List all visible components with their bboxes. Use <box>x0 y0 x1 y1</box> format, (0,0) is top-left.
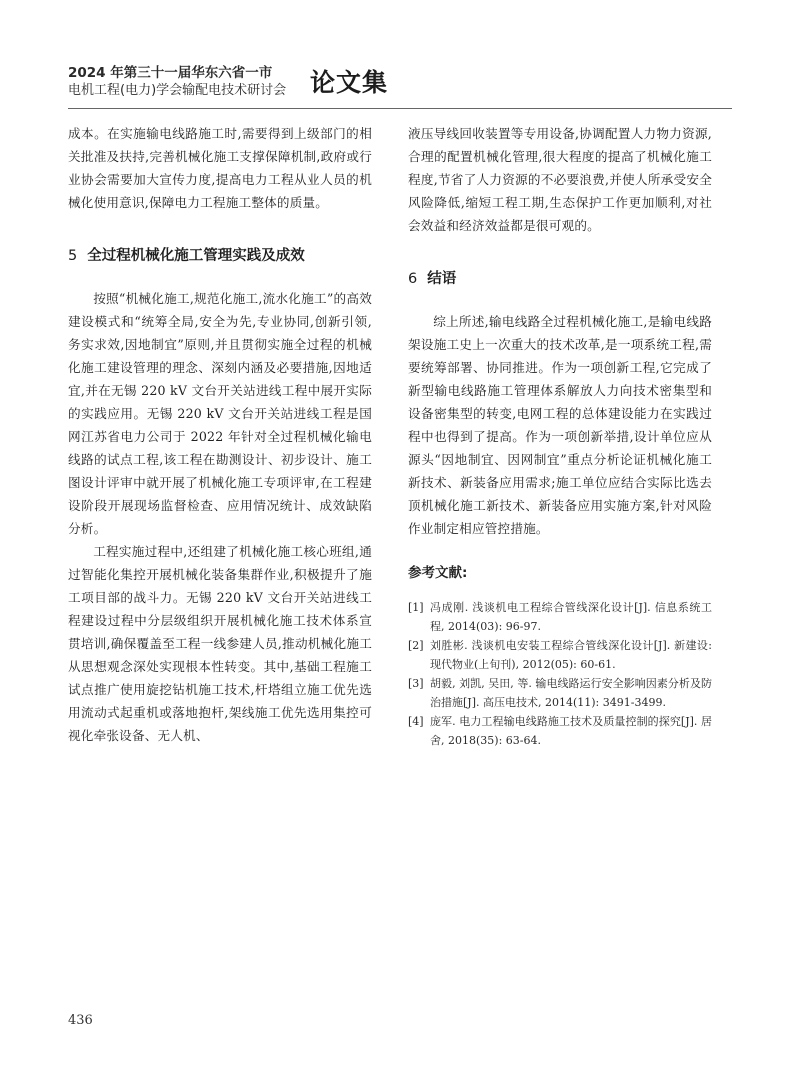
conference-title-line2: 电机工程(电力)学会输配电技术研讨会 <box>68 83 287 98</box>
conference-title-line1: 2024 年第三十一届华东六省一市 <box>68 65 273 81</box>
reference-item <box>408 636 712 674</box>
reference-item <box>408 598 712 636</box>
reference-item <box>408 674 712 712</box>
spacer <box>68 268 372 287</box>
conclusion-paragraph: 综上所述,输电线路全过程机械化施工,是输电线路架设施工史上一次重大的技术改革,是一项系统工程,需要统筹部署、协同推进。作为一项创新工程,它完成了新型输电线路施工管理体系解放人力向技术密集型和设备密集型的转变,电网工程的总体建设能力在实践过程中也得到了提高。作为一项创新举措,设计单位应从源头“因地制宜、因网制宜”重点分析论证机械化施工新技术、新装备应用需求;施工单位应结合实际比选去顶机械化施工新技术、新装备应用实施方案,针对风险作业制定相应管控措施。 <box>408 314 712 536</box>
continued-paragraph-right: 液压导线回收装置等专用设备,协调配置人力物力资源,合理的配置机械化管理,很大程度的提高了机械化施工程度,节省了人力资源的不必要浪费,并使人所承受安全风险降低,缩短工程工期,生态保护工作更加顺利,对社会效益和经济效益都是很可观的。 <box>408 126 712 233</box>
running-header <box>68 64 732 108</box>
section-number: 6 <box>408 271 418 287</box>
reference-text: 庞军. 电力工程输电线路施工技术及质量控制的探究[J]. 居舍, 2018(35): 63-64. <box>430 715 712 747</box>
reference-item <box>408 712 712 750</box>
references-heading: 参考文献: <box>408 565 468 581</box>
proceedings-label: 论文集 <box>310 68 389 97</box>
right-column <box>408 122 712 750</box>
spacer <box>68 214 372 244</box>
reference-list <box>408 598 712 750</box>
section-5-paragraph-2: 工程实施过程中,还组建了机械化施工核心班组,通过智能化集控开展机械化装备集群作业,积极提升了施工项目部的战斗力。无锡 220 kV 文台开关站进线工程建设过程中分层级组织开展机械化施工技术体系宣贯培训,确保覆盖至工程一线参建人员,推动机械化施工从思想观念深处实现根本性转变。其中,基础工程施工试点推广使用旋挖钻机施工技术,杆塔组立施工优先选用流动式起重机或落地抱杆,架线施工优先选用集控可视化牵张设备、无人机、 <box>68 544 372 743</box>
page-number: 436 <box>68 1013 93 1028</box>
reference-number: [4] <box>408 715 424 728</box>
section-title: 全过程机械化施工管理实践及成效 <box>87 248 305 264</box>
reference-text: 刘胜彬. 浅谈机电安装工程综合管线深化设计[J]. 新建设: 现代物业(上旬刊), 2012(05): 60-61. <box>430 639 712 671</box>
spacer <box>408 237 712 267</box>
left-column <box>68 122 372 747</box>
reference-text: 冯成刚. 浅谈机电工程综合管线深化设计[J]. 信息系统工程, 2014(03): 96-97. <box>430 601 712 633</box>
continued-paragraph-left: 成本。在实施输电线路施工时,需要得到上级部门的相关批准及扶持,完善机械化施工支撑保障机制,政府或行业协会需要加大宣传力度,提高电力工程从业人员的机械化使用意识,保障电力工程施工整体的质量。 <box>68 126 372 210</box>
reference-number: [2] <box>408 639 424 652</box>
header-divider <box>68 108 732 109</box>
section-6-heading <box>408 267 712 291</box>
section-title: 结语 <box>427 271 457 287</box>
section-5-paragraph-1: 按照“机械化施工,规范化施工,流水化施工”的高效建设模式和“统筹全局,安全为先,专业协同,创新引领,务实求效,因地制宜”原则,并且贯彻实施全过程的机械化施工建设管理的理念、深刻内涵及必要措施,因地适宜,并在无锡 220 kV 文台开关站进线工程中展开实际的实践应用。无锡 220 kV 文台开关站进线工程是国网江苏省电力公司于 2022 年针对全过程机械化输电线路的试点工程,该工程在勘测设计、初步设计、施工图设计评审中就开展了机械化施工专项评审,在工程建设阶段开展现场监督检查、应用情况统计、成效缺陷分析。 <box>68 291 372 536</box>
reference-number: [3] <box>408 677 424 690</box>
section-number: 5 <box>68 248 78 264</box>
section-5-heading <box>68 244 372 268</box>
conference-title <box>68 64 286 100</box>
spacer <box>408 584 712 598</box>
spacer <box>408 540 712 562</box>
reference-number: [1] <box>408 601 424 614</box>
spacer <box>408 291 712 310</box>
reference-text: 胡毅, 刘凯, 吴田, 等. 输电线路运行安全影响因素分析及防治措施[J]. 高压电技术, 2014(11): 3491-3499. <box>430 677 712 709</box>
